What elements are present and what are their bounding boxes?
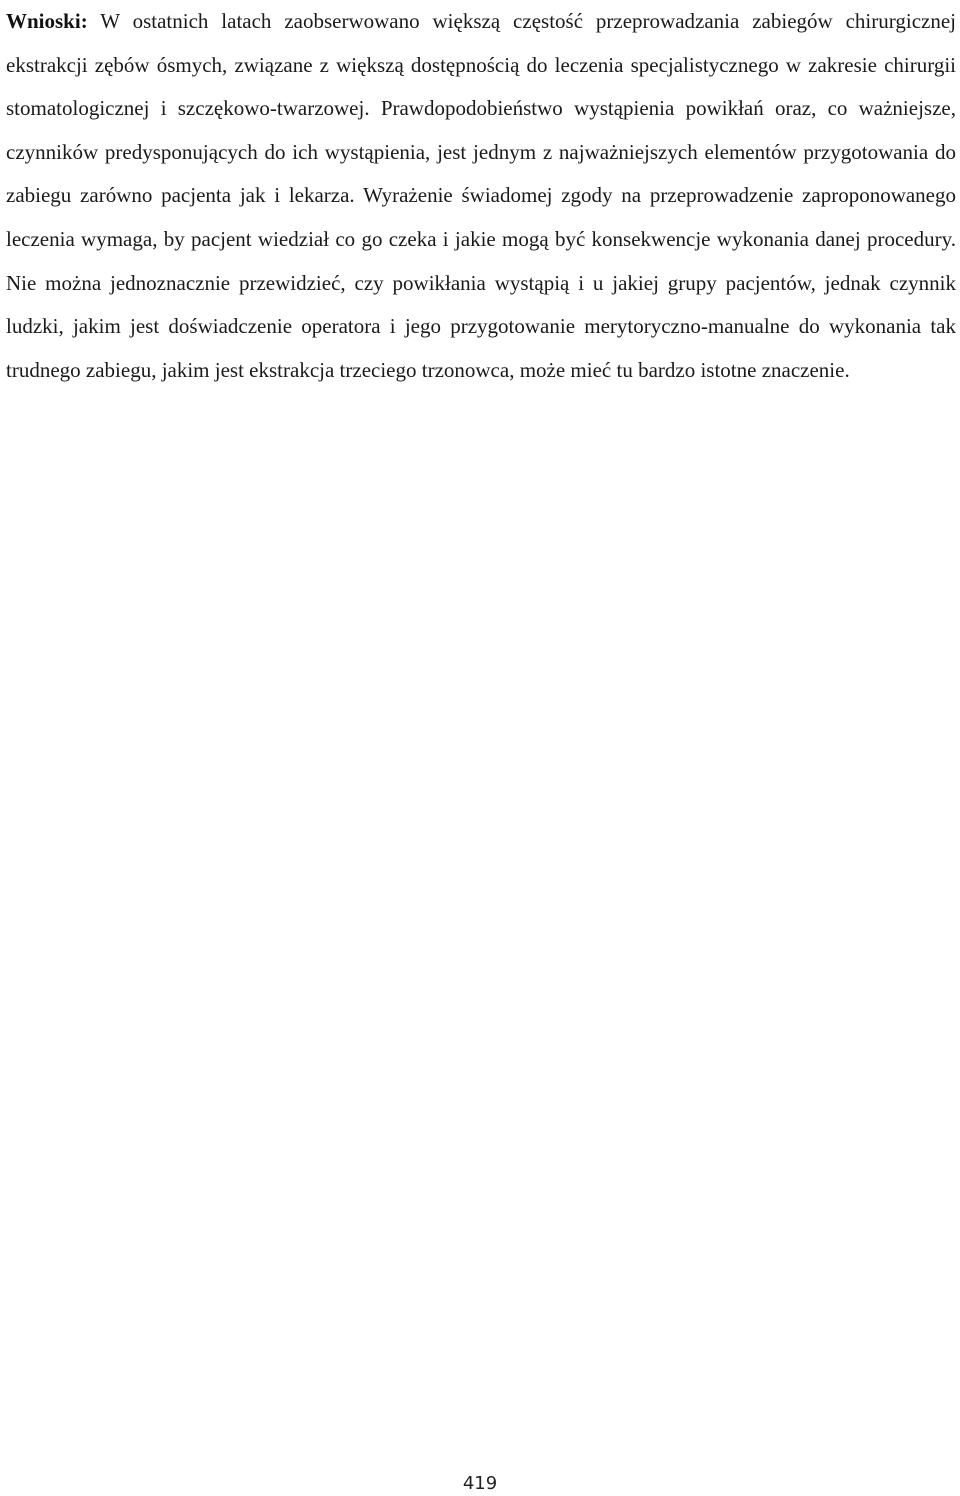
page-number: 419 (462, 1473, 498, 1494)
conclusions-paragraph (6, 0, 956, 392)
conclusions-text: W ostatnich latach zaobserwowano większą częstość przeprowadzania zabiegów chirurgicznej ekstrakcji zębów ósmych, związane z większą dostępnością do leczenia specjalistycznego w zakresie chirurgii stomatologicznej i szczękowo-twarzowej. Prawdopodobieństwo wystąpienia powikłań oraz, co ważniejsze, czynników predysponujących do ich wystąpienia, jest jednym z najważniejszych elementów przygotowania do zabiegu zarówno pacjenta jak i lekarza. Wyrażenie świadomej zgody na przeprowadzenie zaproponowanego leczenia wymaga, by pacjent wiedział co go czeka i jakie mogą być konsekwencje wykonania danej procedury. Nie można jednoznacznie przewidzieć, czy powikłania wystąpią i u jakiej grupy pacjentów, jednak czynnik ludzki, jakim jest doświadczenie operatora i jego przygotowanie merytoryczno-manualne do wykonania tak trudnego zabiegu, jakim jest ekstrakcja trzeciego trzonowca, może mieć tu bardzo istotne znaczenie. (6, 9, 956, 382)
conclusions-label: Wnioski: (6, 9, 88, 33)
